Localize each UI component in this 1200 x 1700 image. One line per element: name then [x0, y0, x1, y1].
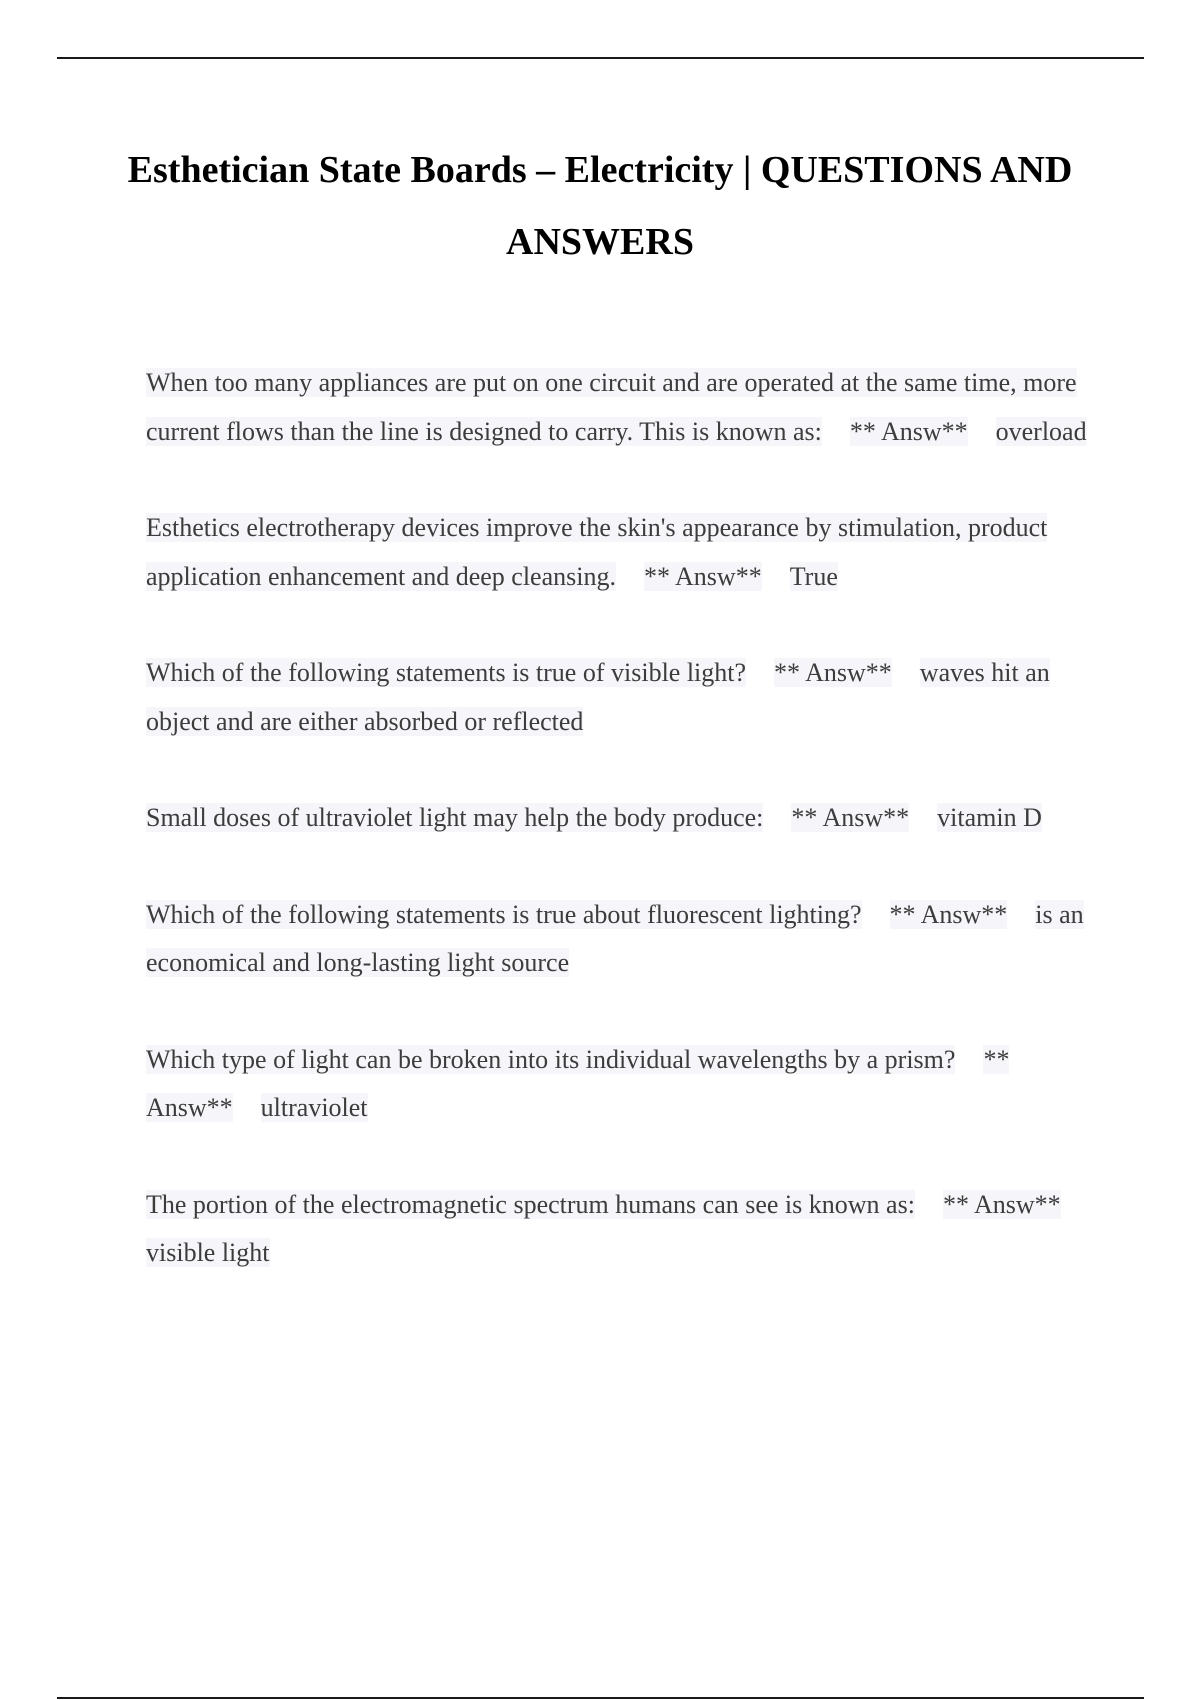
qa-item — [146, 1036, 1091, 1133]
document-title: Esthetician State Boards – Electricity | QUESTIONS AND ANSWERS — [127, 149, 1073, 263]
answer-text: overload — [995, 416, 1087, 446]
question-text: When too many appliances are put on one circuit and are operated at the same time, more current flows than the line is designed to carry. This is known as: — [146, 368, 1077, 446]
answer-marker: ** Answ** — [774, 658, 892, 687]
bottom-divider — [57, 1697, 1144, 1699]
answer-marker: ** Answ** — [889, 899, 1008, 929]
answer-text: True — [789, 561, 838, 591]
answer-marker: ** Answ** — [146, 1044, 1010, 1122]
question-text: Esthetics electrotherapy devices improve the skin's appearance by stimulation, product application enhancement and deep cleansing. — [146, 513, 1048, 591]
qa-item — [146, 891, 1091, 988]
qa-item — [146, 359, 1091, 456]
question-text: Small doses of ultraviolet light may help the body produce: — [146, 803, 764, 832]
qa-list — [146, 359, 1091, 1326]
answer-marker: ** Answ** — [942, 1189, 1061, 1219]
top-divider — [57, 57, 1144, 59]
qa-item — [146, 1181, 1091, 1278]
qa-item — [146, 649, 1091, 746]
answer-marker: ** Answ** — [643, 561, 762, 591]
qa-item — [146, 504, 1091, 601]
question-text: Which type of light can be broken into its individual wavelengths by a prism? — [146, 1044, 956, 1074]
answer-marker: ** Answ** — [849, 416, 968, 446]
answer-text: visible light — [146, 1238, 270, 1267]
question-text: Which of the following statements is true of visible light? — [146, 658, 747, 687]
answer-marker: ** Answ** — [791, 803, 910, 832]
question-text: The portion of the electromagnetic spectrum humans can see is known as: — [146, 1189, 915, 1219]
question-text: Which of the following statements is true about fluorescent lighting? — [146, 899, 862, 929]
answer-text: waves hit an object and are either absorbed or reflected — [146, 658, 1050, 736]
answer-text: ultraviolet — [260, 1093, 368, 1122]
qa-item — [146, 794, 1091, 843]
answer-text: vitamin D — [937, 803, 1042, 832]
answer-text: is an economical and long-lasting light source — [146, 899, 1084, 977]
